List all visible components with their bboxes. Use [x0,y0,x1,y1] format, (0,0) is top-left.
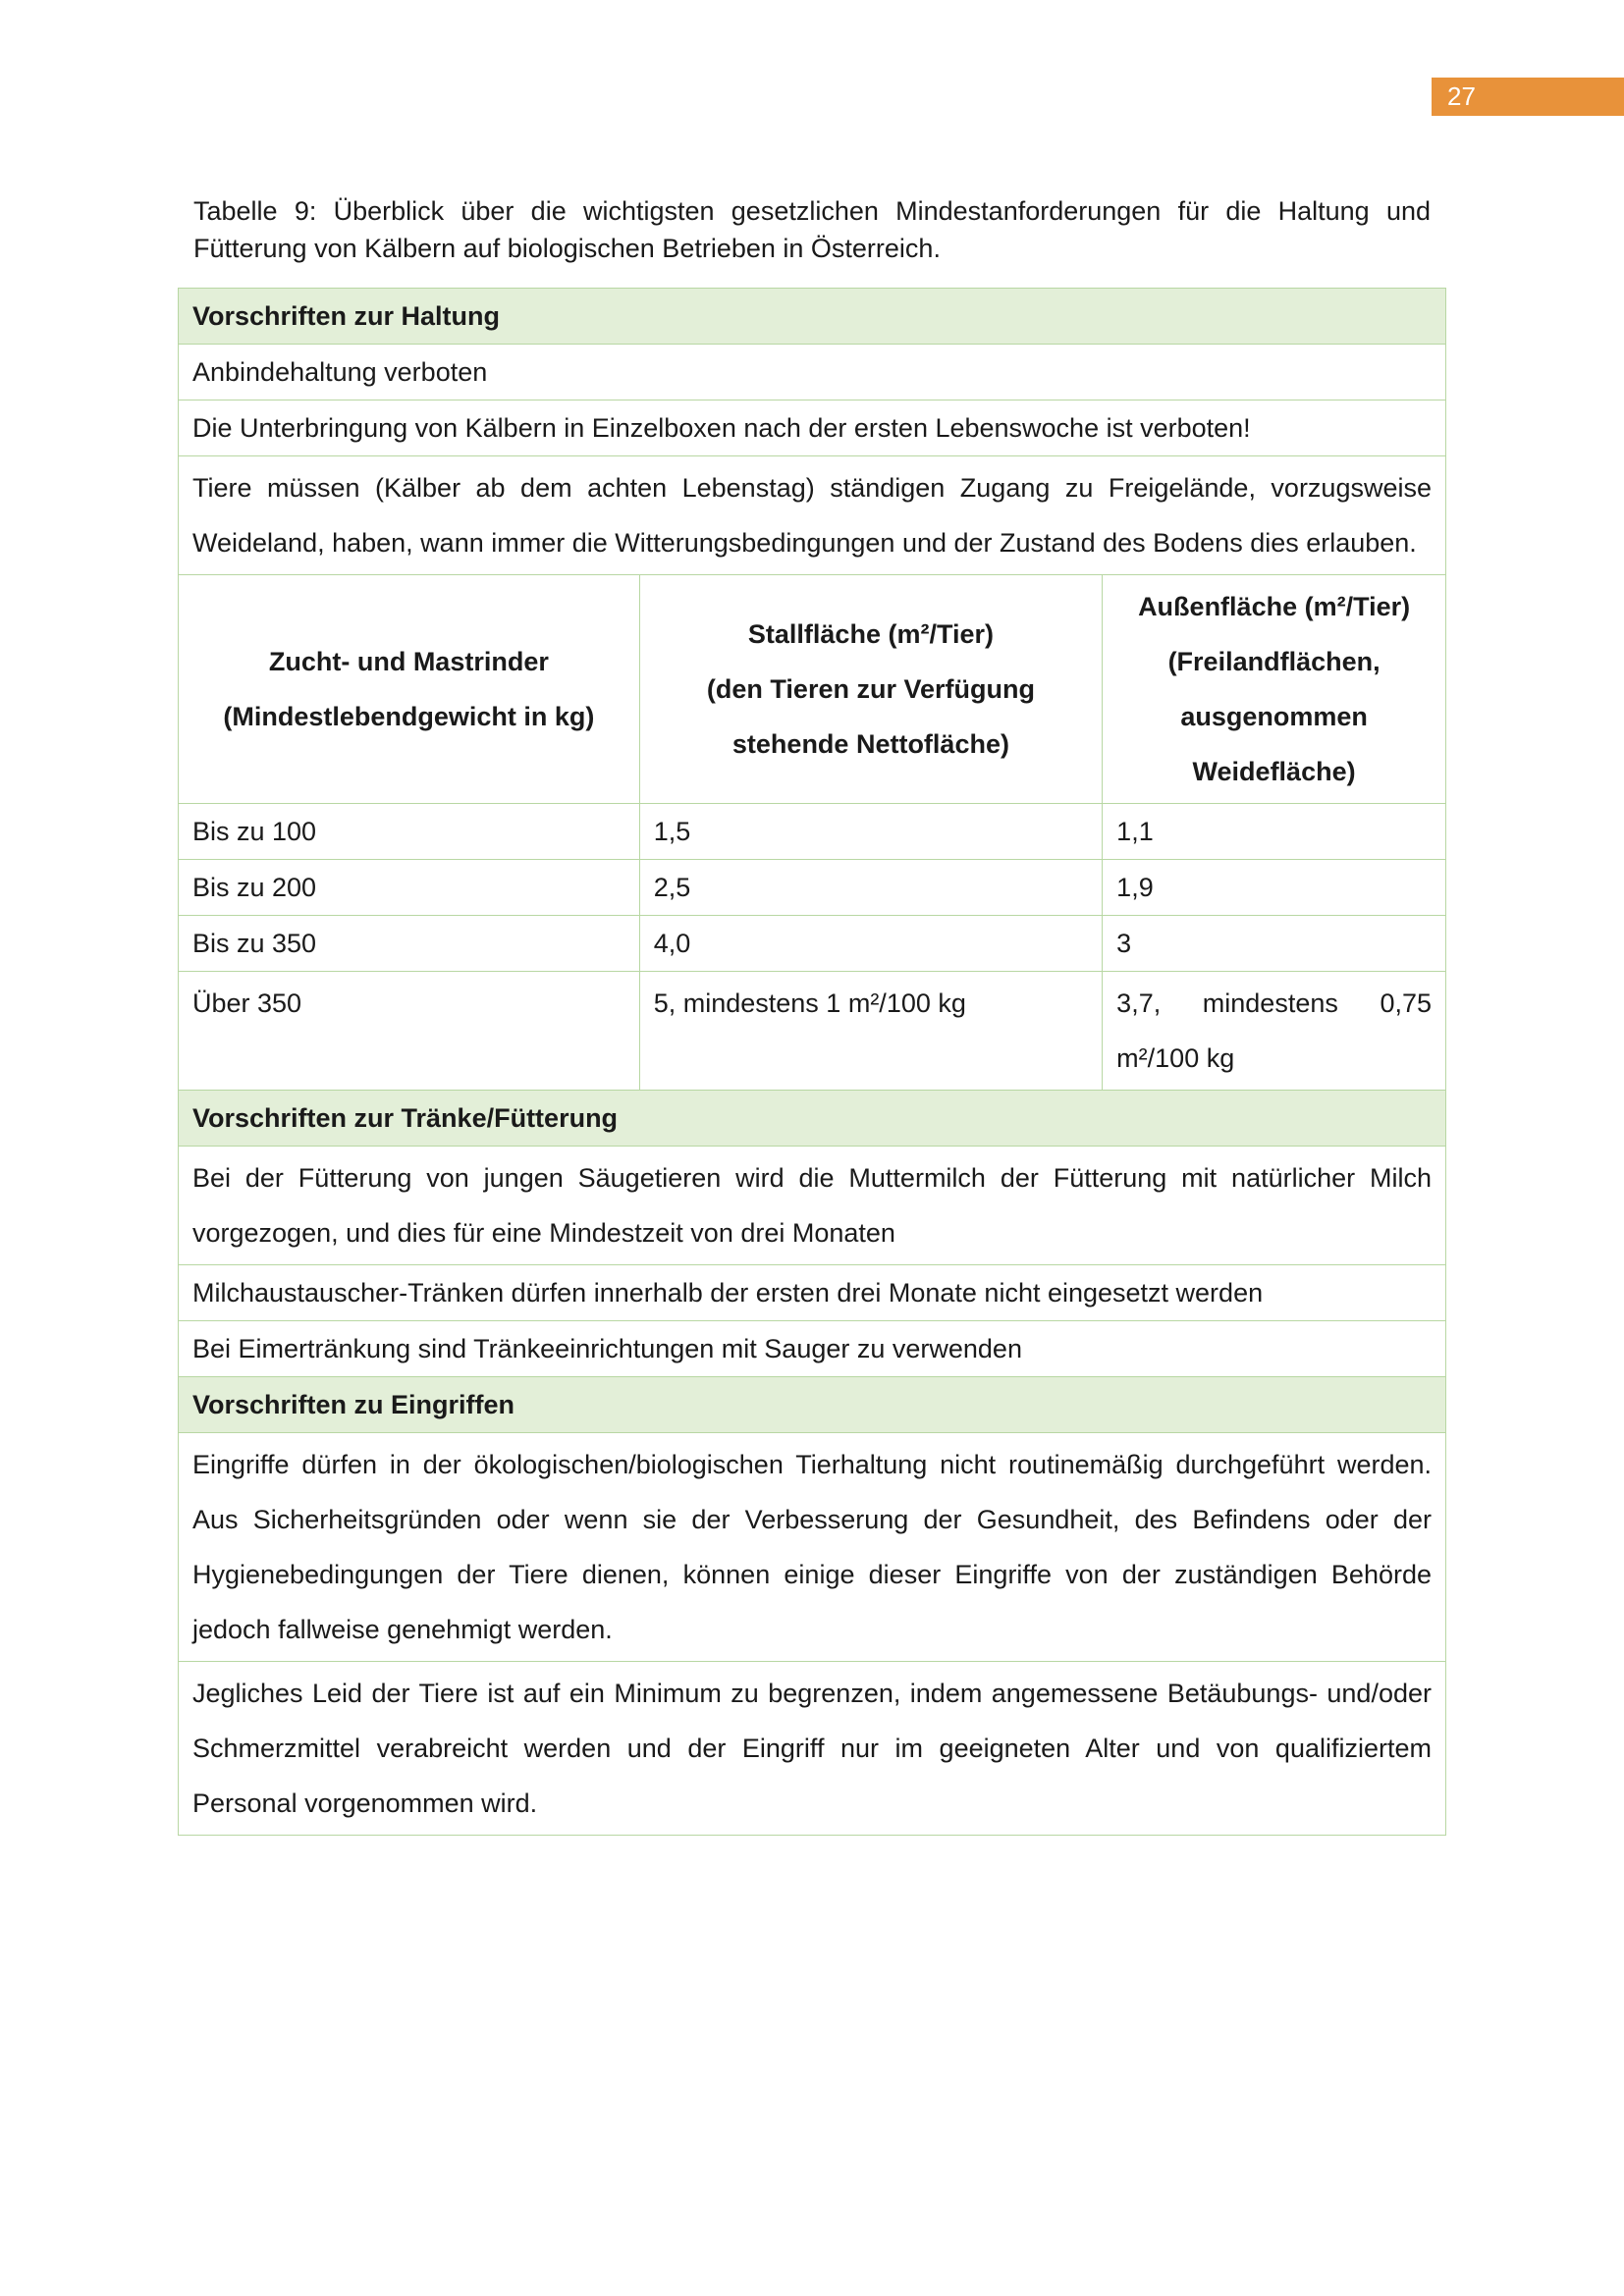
stall-cell: 5, mindestens 1 m²/100 kg [639,972,1102,1091]
weight-cell: Bis zu 100 [179,804,640,860]
header-line: Außenfläche (m²/Tier) [1138,592,1411,621]
area-header-row [179,575,1446,804]
table-row [179,972,1446,1091]
header-line: (Freilandflächen, [1167,647,1380,676]
header-line: stehende Nettofläche) [731,729,1009,759]
header-line: Zucht- und Mastrinder [268,647,549,676]
column-header-weight [179,575,640,804]
table-row [179,1265,1446,1321]
rule-text: Die Unterbringung von Kälbern in Einzelboxen nach der ersten Lebenswoche ist verboten! [179,400,1446,456]
rule-text: Milchaustauscher-Tränken dürfen innerhalb der ersten drei Monate nicht eingesetzt werden [179,1265,1446,1321]
header-line: (den Tieren zur Verfügung [706,674,1035,704]
table-row [179,456,1446,575]
section-header-haltung [179,289,1446,345]
table-row [179,400,1446,456]
outdoor-cell: 1,1 [1103,804,1446,860]
table-caption: Tabelle 9: Überblick über die wichtigsten gesetzlichen Mindestanforderungen für die Haltung und Fütterung von Kälbern auf biologischen Betrieben in Österreich. [193,196,1431,263]
page-number: 27 [1432,78,1624,116]
outdoor-cell: 1,9 [1103,860,1446,916]
rule-text: Bei der Fütterung von jungen Säugetieren wird die Muttermilch der Fütterung mit natürlicher Milch vorgezogen, und dies für eine Mindestzeit von drei Monaten [179,1147,1446,1265]
table-row [179,860,1446,916]
rule-text: Bei Eimertränkung sind Tränkeeinrichtungen mit Sauger zu verwenden [179,1321,1446,1377]
stall-cell: 4,0 [639,916,1102,972]
stall-cell: 1,5 [639,804,1102,860]
outdoor-line: m²/100 kg [1116,1043,1235,1073]
table-row [179,345,1446,400]
outdoor-cell: 3 [1103,916,1446,972]
outdoor-line: 3,7, mindestens 0,75 [1116,988,1432,1018]
regulations-table [178,288,1446,1836]
weight-cell: Bis zu 350 [179,916,640,972]
column-header-outdoor [1103,575,1446,804]
rule-text: Jegliches Leid der Tiere ist auf ein Minimum zu begrenzen, indem angemessene Betäubungs- und/oder Schmerzmittel verabreicht werden und der Eingriff nur im geeigneten Alter und von qualifiziertem Personal vorgenommen wird. [179,1662,1446,1836]
rule-text: Tiere müssen (Kälber ab dem achten Lebenstag) ständigen Zugang zu Freigelände, vorzugsweise Weideland, haben, wann immer die Witterungsbedingungen und der Zustand des Bodens dies erlauben. [179,456,1446,575]
header-line: ausgenommen [1180,702,1368,731]
rule-text: Anbindehaltung verboten [179,345,1446,400]
table-row [179,804,1446,860]
section-heading: Vorschriften zu Eingriffen [179,1377,1446,1433]
stall-cell: 2,5 [639,860,1102,916]
header-line: Weidefläche) [1192,757,1356,786]
header-line: Stallfläche (m²/Tier) [747,619,994,649]
table-row [179,1147,1446,1265]
header-line: (Mindestlebendgewicht in kg) [223,702,595,731]
table-row [179,1662,1446,1836]
section-heading: Vorschriften zur Haltung [179,289,1446,345]
weight-cell: Über 350 [179,972,640,1091]
table-row [179,916,1446,972]
column-header-stall [639,575,1102,804]
outdoor-cell [1103,972,1446,1091]
section-header-eingriffe [179,1377,1446,1433]
weight-cell: Bis zu 200 [179,860,640,916]
table-row [179,1433,1446,1662]
section-header-fuetterung [179,1091,1446,1147]
rule-text: Eingriffe dürfen in der ökologischen/biologischen Tierhaltung nicht routinemäßig durchgeführt werden. Aus Sicherheitsgründen oder wenn sie der Verbesserung der Gesundheit, des Befindens oder der Hygienebedingungen der Tiere dienen, können einige dieser Eingriffe von der zuständigen Behörde jedoch fallweise genehmigt werden. [179,1433,1446,1662]
table-row [179,1321,1446,1377]
section-heading: Vorschriften zur Tränke/Fütterung [179,1091,1446,1147]
